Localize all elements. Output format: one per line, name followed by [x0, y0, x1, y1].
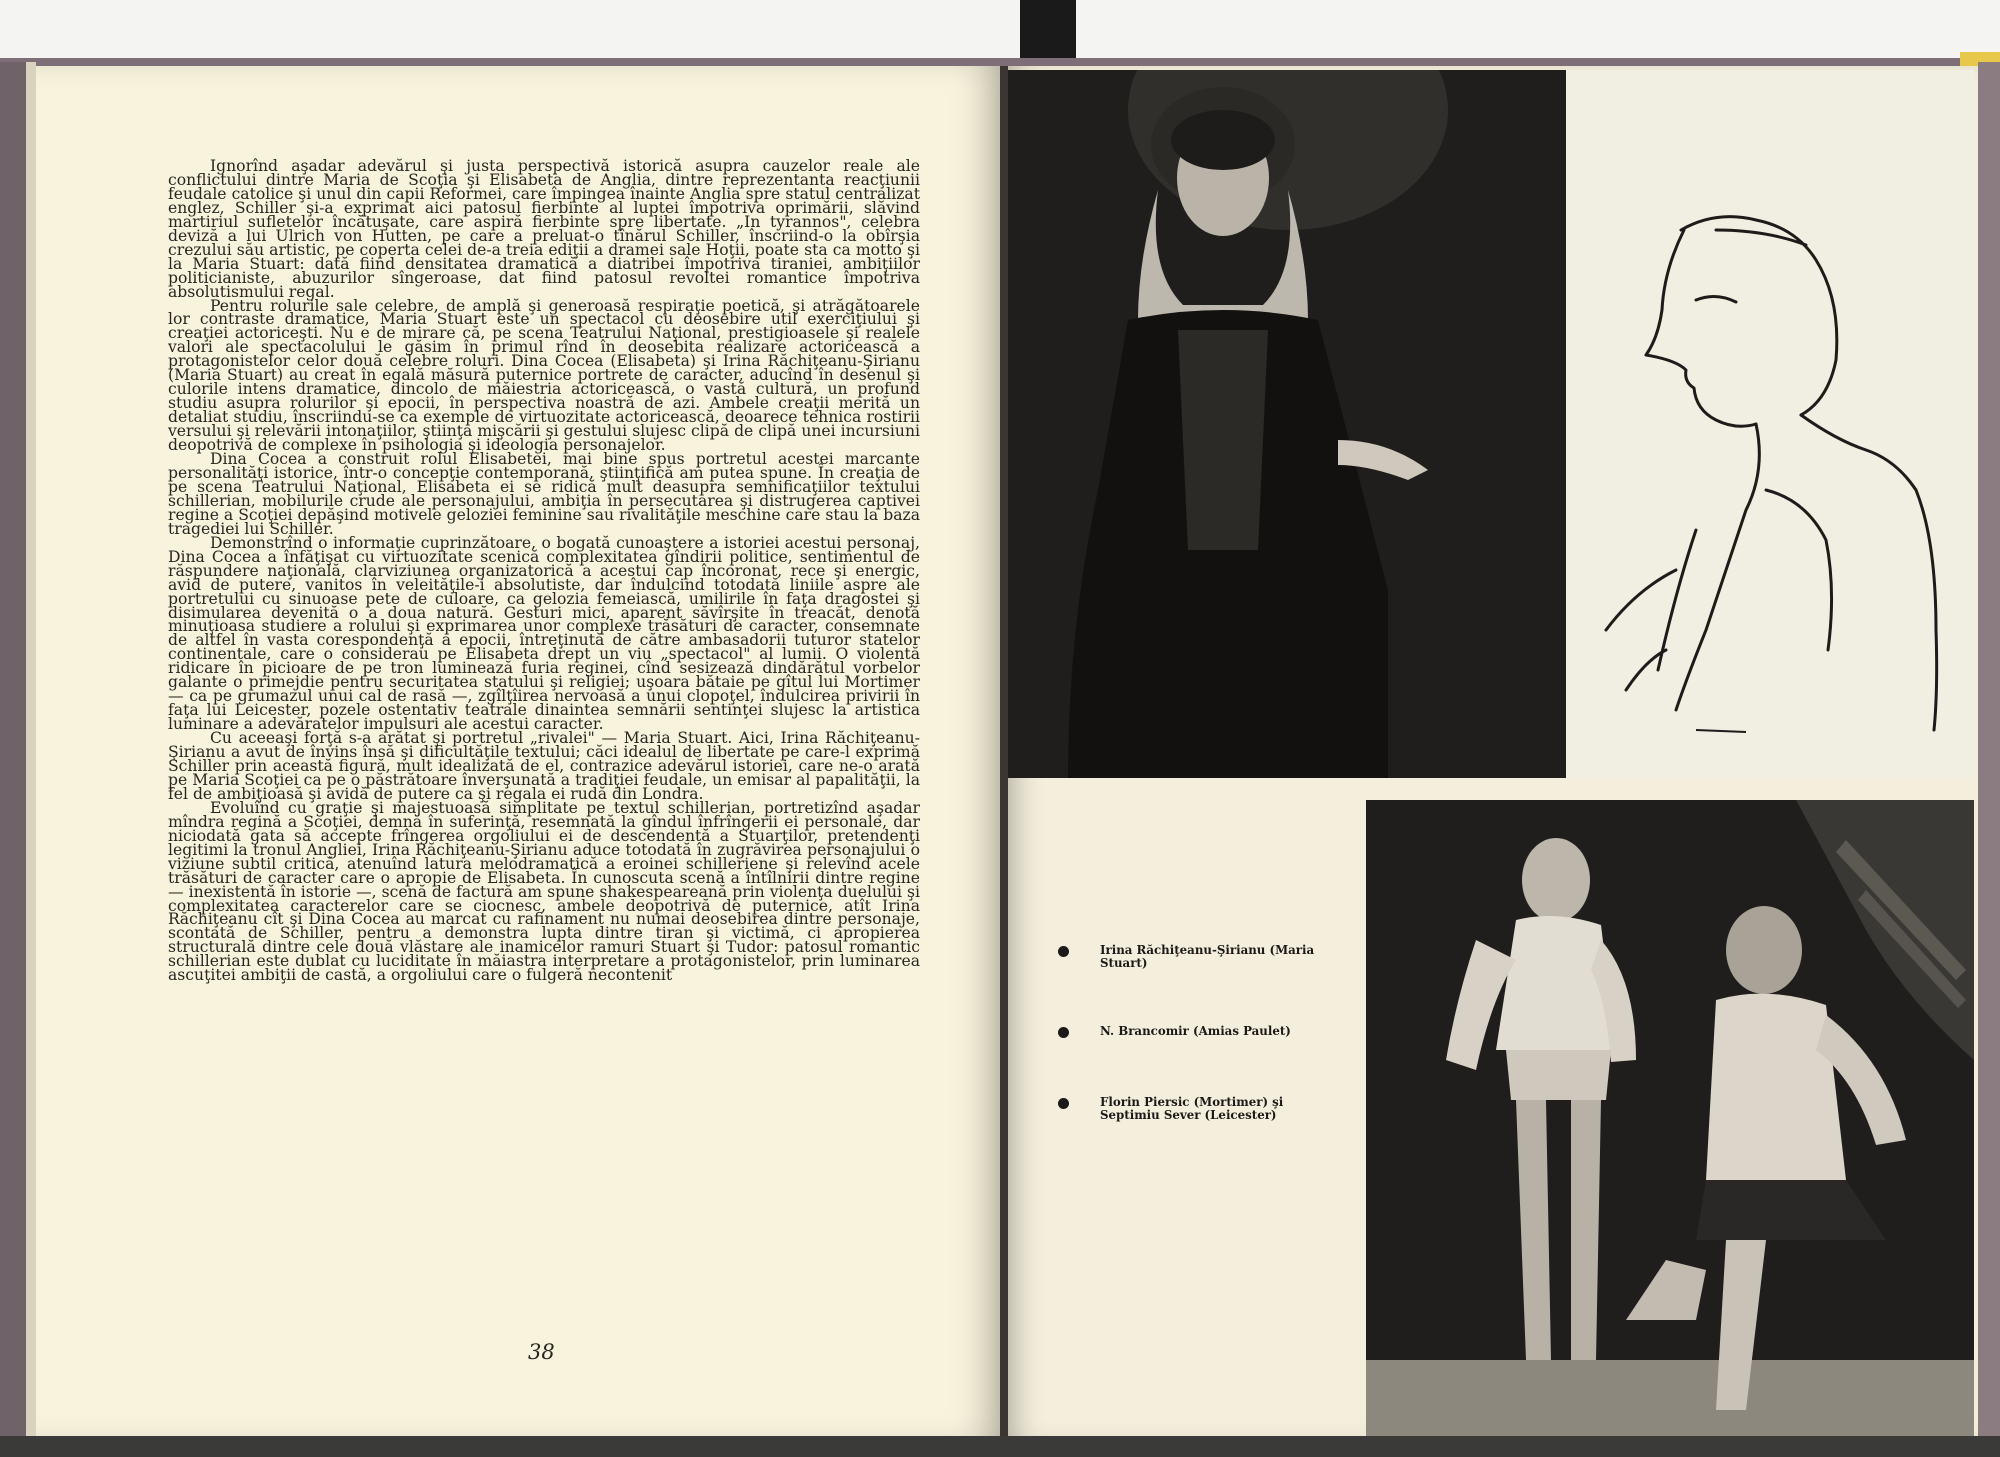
caption-text: N. Brancomir (Amias Paulet): [1100, 1024, 1291, 1038]
photo-maria-stuart: [1008, 70, 1566, 778]
paragraph: Dina Cocea a construit rolul Elisabetei, mai bine spus portretul acestei marcante personalităţi istorice, într-o concepţie contemporană, ştiinţifică am putea spune. În creaţia de pe scena Teatrului Naţional, Elisabeta ei se ridică mult deasupra semnificaţiilor textului schillerian, mobilurile crude ale personajului, ambiţia în persecutarea şi distrugerea captivei regine a Scoţiei depăşind motivele geloziei feminine sau rivalităţile meschine care stau la baza tragediei lui Schiller.: [168, 450, 920, 538]
portrait-illustration: [1008, 70, 1566, 778]
page-stack-left: [26, 62, 36, 1442]
paragraph: Evoluînd cu graţie şi majestuoasă simplitate pe textul schillerian, portretizînd aşadar mîndra regină a Scoţiei, demnă în suferinţă, resemnată la gîndul înfrîngerii ei personale, dar niciodată gata să accepte frîngerea orgoliului ei de descendentă a Stuarţilor, pretendenţi legitimi la tronul Angliei, Irina Răchiţeanu-Şirianu aduce totodată în zugrăvirea personajului o viziune subtil critică, atenuînd latura melodramatică a eroinei schilleriene şi relevînd acele trăsături de caracter care o apropie de Elisabeta. În cunoscuta scenă a întîlnirii dintre regine — inexistentă în istorie —, scenă de factură am spune shakespeareană prin violenţa duelului şi complexitatea caracterelor care se ciocnesc, ambele deopotrivă de puternice, atît Irina Răchiţeanu cît şi Dina Cocea au marcat cu rafinament nu numai deosebirea dintre personaje, scontată de Schiller, pentru a demonstra lupta dintre tiran şi victimă, ci apropierea structurală dintre cele două vlăstare ale inamicelor ramuri Stuart şi Tudor: patosul romantic schillerian este dublat cu luciditate în măiastra interpretare a protagonistelor, prin luminarea ascuţitei ambiţii de castă, a orgoliului care o fulgeră necontenit: [168, 798, 920, 985]
paragraph: Demonstrînd o informaţie cuprinzătoare, o bogată cunoaştere a istoriei acestui personaj, Dina Cocea a înfăţişat cu virtuozitate scenică complexitatea gîndirii politice, sentimentul de răspundere naţională, clarviziunea organizatorică a acestui cap încoronat, rece şi energic, avid de putere, vanitos în veleităţile-i absolutiste, dar îndulcind totodată liniile aspre ale portretului cu sinuoase pete de culoare, ca gelozia femeiască, umilirile în faţa dragostei şi disimularea devenită o a doua natură. Gesturi mici, aparent săvîrşite în treacăt, denotă minuţioasa studiere a rolului şi exprimarea unor complexe trăsături de caracter, consemnate de altfel în vasta corespondenţă a epocii, întreţinută de către ambasadorii tuturor statelor continentale, care o considerau pe Elisabeta drept un viu „spectacol" al lumii. O violentă ridicare în picioare de pe tron luminează furia reginei, cînd sesizează dindărătul vorbelor galante o primejdie pentru securitatea statului şi religiei; uşoara bătaie pe gîtul lui Mortimer — ca pe grumazul unui cal de rasă —, zgîlţîirea nervoasă a unui clopoţel, îndulcirea privirii în faţa lui Leicester, pozele ostentativ teatrale dinaintea semnării sentinţei slujesc la artistica luminare a adevăratelor impulsuri ale acestui caracter.: [168, 533, 920, 734]
caption-text: Irina Răchiţeanu-Şirianu (Maria Stuart): [1100, 943, 1315, 970]
paragraph: Pentru rolurile sale celebre, de amplă şi generoasă respiraţie poetică, şi atrăgătoarele lor contraste dramatice, Maria Stuart este un spectacol cu deosebire util exerciţiului şi creaţiei actoriceşti. Nu e de mirare că, pe scena Teatrului Naţional, prestigioasele şi realele valori ale spectacolului le găsim în primul rînd în deosebita realizare actoricească a protagonistelor celor două celebre roluri. Dina Cocea (Elisabeta) şi Irina Răchiţeanu-Şirianu (Maria Stuart) au creat în egală măsură puternice portrete de caracter, aducînd în desenul şi culorile intens dramatice, dincolo de măiestria actoricească, o vastă cultură, un profund studiu asupra rolurilor şi epocii, în perspectiva noastră de azi. Ambele creaţii merită un detaliat studiu, înscriindu-se ca exemple de virtuozitate actoricească, deoarece tehnica rostirii versului şi relevării intonaţiilor, ştiinţa mişcării şi gestului slujesc clipă de clipă unei incursiuni deopotrivă de complexe în psihologia şi ideologia personajelor.: [168, 296, 920, 455]
scan-background-top: [0, 0, 2000, 58]
article-body: [168, 157, 920, 985]
book-cover-right-edge: [1978, 62, 2000, 1442]
paragraph: Cu aceeaşi forţă s-a arătat şi portretul „rivalei" — Maria Stuart. Aici, Irina Răchiţeanu-Şirianu a avut de învins însă şi dificultăţile textului; căci idealul de libertate pe care-l exprimă Schiller prin această figură, mult idealizată de el, contrazice adevărul istoriei, care ne-o arată pe Maria Scoţiei ca pe o păstrătoare înverşunată a tradiţiei feudale, un emisar al papalităţii, la fel de ambiţioasă şi avidă de putere ca şi regala ei rudă din Londra.: [168, 729, 920, 803]
scan-background-bottom: [0, 1436, 2000, 1457]
book-cover-left-edge: [0, 62, 26, 1442]
book-gap-shadow: [1020, 0, 1076, 62]
photo-stage-scene: [1366, 800, 1974, 1438]
bullet-icon: [1058, 1027, 1069, 1038]
paragraph: Ignorînd aşadar adevărul şi justa perspectivă istorică asupra cauzelor reale ale conflictului dintre Maria de Scoţia şi Elisabeta de Anglia, dintre reprezentanta reacţiunii feudale catolice şi unul din capii Reformei, care împingea înainte Anglia spre statul centralizat englez, Schiller şi-a exprimat aici patosul fierbinte al luptei împotriva oprimării, slăvind martiriul sufletelor încătuşate, care aspiră fierbinte spre libertate. „In tyrannos", celebra deviză a lui Ulrich von Hutten, pe care a preluat-o tînărul Schiller, înscriind-o la obîrşia crezului său artistic, pe coperta celei de-a treia ediţii a dramei sale Hoţii, poate sta ca motto şi la Maria Stuart: dată fiind densitatea dramatică a diatribei împotriva tiraniei, ambiţiilor politicianiste, abuzurilor sîngeroase, dat fiind patosul revoltei romantice împotriva absolutismului regal.: [168, 157, 920, 301]
bullet-icon: [1058, 946, 1069, 957]
sketch-caricature: [1566, 70, 1974, 778]
stage-scene-illustration: [1366, 800, 1974, 1438]
caption-text: Florin Piersic (Mortimer) şi Septimiu Sever (Leicester): [1100, 1095, 1284, 1122]
caricature-drawing: [1566, 70, 1974, 778]
bullet-icon: [1058, 1098, 1069, 1109]
page-number: 38: [528, 1340, 555, 1364]
